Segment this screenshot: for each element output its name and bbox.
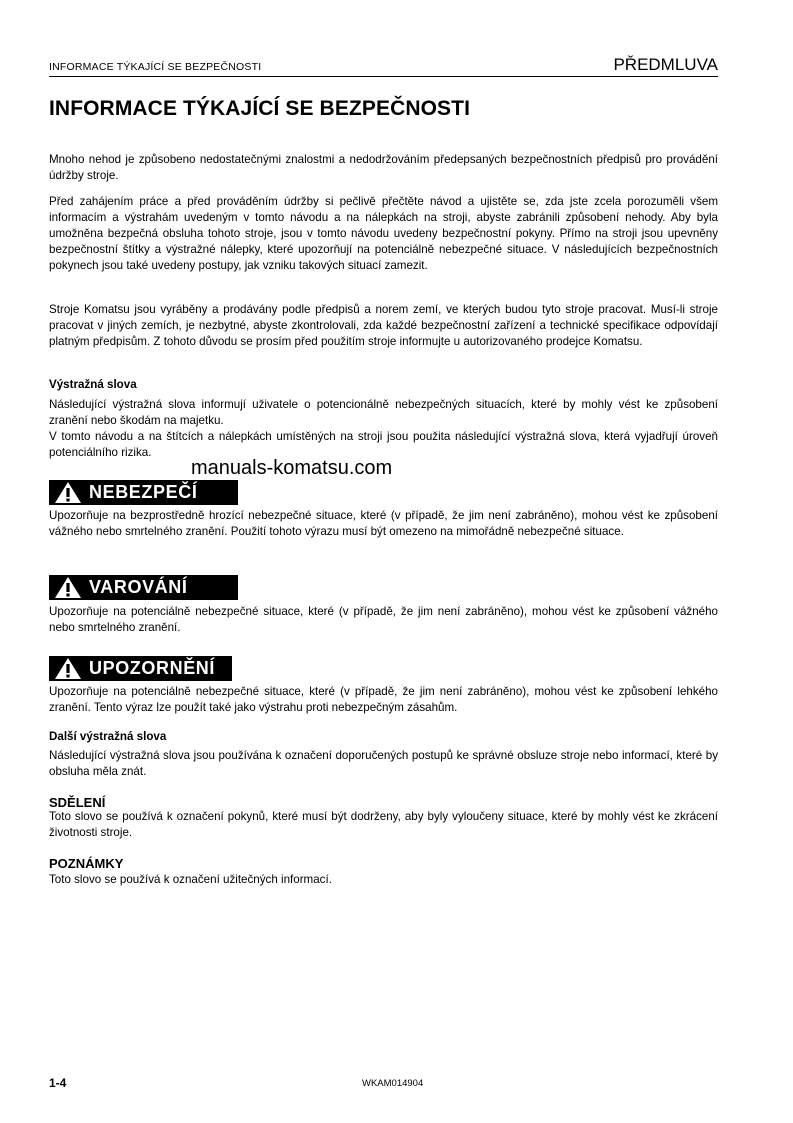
header-chapter-title: PŘEDMLUVA bbox=[613, 55, 718, 74]
page-title: INFORMACE TÝKAJÍCÍ SE BEZPEČNOSTI bbox=[49, 97, 471, 120]
caution-signal-label bbox=[49, 656, 232, 681]
header-section-title: INFORMACE TÝKAJÍCÍ SE BEZPEČNOSTI bbox=[49, 61, 262, 73]
warning-triangle-icon bbox=[54, 657, 82, 680]
warning-triangle-icon bbox=[54, 576, 82, 599]
page-number: 1-4 bbox=[49, 1076, 67, 1090]
document-page bbox=[49, 0, 718, 1123]
danger-description: Upozorňuje na bezprostředně hrozící nebezpečné situace, které (v případě, že jim není zabráněno), mohou vést ke způsobení vážného nebo smrtelného zranění. Použití tohoto výrazu musí být omezeno na mimořádně nebezpečné situace. bbox=[49, 509, 718, 538]
intro-paragraph-2: Před zahájením práce a před prováděním údržby si pečlivě přečtěte návod a ujistěte se, zda jste zcela porozuměli všem informacím a výstrahám uvedeným v tomto návodu a na nálepkách na stroji, abyste zabránili způsobení nehody. Aby byla umožněna bezpečná obsluha tohoto stroje, jsou v tomto návodu uvedeny bezpečnostní pokyny. Přímo na stroji jsou upevněny bezpečnostní štítky a výstražné nálepky, které upozorňují na potenciálně nebezpečné situace. V následujících bezpečnostních pokynech jsou také uvedeny postupy, jak vzniku takových situací zamezit. bbox=[49, 195, 718, 272]
notice-text: Toto slovo se používá k označení pokynů, které musí být dodrženy, aby byly vyloučeny situace, které by mohly vést ke zkrácení životnosti stroje. bbox=[49, 810, 718, 839]
warning-signal-label bbox=[49, 575, 238, 600]
other-words-heading: Další výstražná slova bbox=[49, 730, 167, 743]
caution-label-text: UPOZORNĚNÍ bbox=[89, 658, 216, 678]
intro-paragraph-3: Stroje Komatsu jsou vyráběny a prodávány podle předpisů a norem zemí, ve kterých budou tyto stroje pracovat. Musí-li stroje pracovat v jiných zemích, je nezbytné, abyste zkontrolovali, zda každé bezpečnostní zařízení a technické specifikace odpovídají platným předpisům. Z tohoto důvodu se prosím před použitím stroje informujte u autorizovaného prodejce Komatsu. bbox=[49, 303, 718, 348]
document-code: WKAM014904 bbox=[362, 1078, 424, 1089]
danger-label-text: NEBEZPEČÍ bbox=[89, 482, 198, 502]
remarks-text: Toto slovo se používá k označení užitečných informací. bbox=[49, 873, 332, 886]
other-words-text: Následující výstražná slova jsou používána k označení doporučených postupů ke správné obsluze stroje nebo informací, které by obsluha měla znát. bbox=[49, 749, 718, 778]
warning-triangle-icon bbox=[54, 481, 82, 504]
danger-signal-label bbox=[49, 480, 238, 505]
warning-words-text-2: V tomto návodu a na štítcích a nálepkách umístěných na stroji jsou použita následující výstražná slova, která vyjadřují úroveň potenciálního rizika. bbox=[49, 430, 718, 459]
caution-description: Upozorňuje na potenciálně nebezpečné situace, které (v případě, že jim není zabráněno), mohou vést ke způsobení lehkého zranění. Tento výraz lze použít také jako výstrahu proti nebezpečným zásahům. bbox=[49, 685, 718, 714]
remarks-heading: POZNÁMKY bbox=[49, 856, 124, 871]
warning-words-text-1: Následující výstražná slova informují uživatele o potencionálně nebezpečných situacích, které by mohly vést ke způsobení zranění nebo škodám na majetku. bbox=[49, 398, 718, 427]
warning-label-text: VAROVÁNÍ bbox=[89, 577, 188, 597]
intro-paragraph-1: Mnoho nehod je způsobeno nedostatečnými znalostmi a nedodržováním předepsaných bezpečnostních předpisů pro provádění údržby stroje. bbox=[49, 153, 718, 182]
running-header bbox=[49, 52, 718, 77]
notice-heading: SDĚLENÍ bbox=[49, 795, 106, 810]
watermark: manuals-komatsu.com bbox=[191, 457, 393, 479]
warning-description: Upozorňuje na potenciálně nebezpečné situace, které (v případě, že jim není zabráněno), mohou vést ke způsobení vážného nebo smrtelného zranění. bbox=[49, 605, 718, 634]
warning-words-heading: Výstražná slova bbox=[49, 378, 137, 391]
